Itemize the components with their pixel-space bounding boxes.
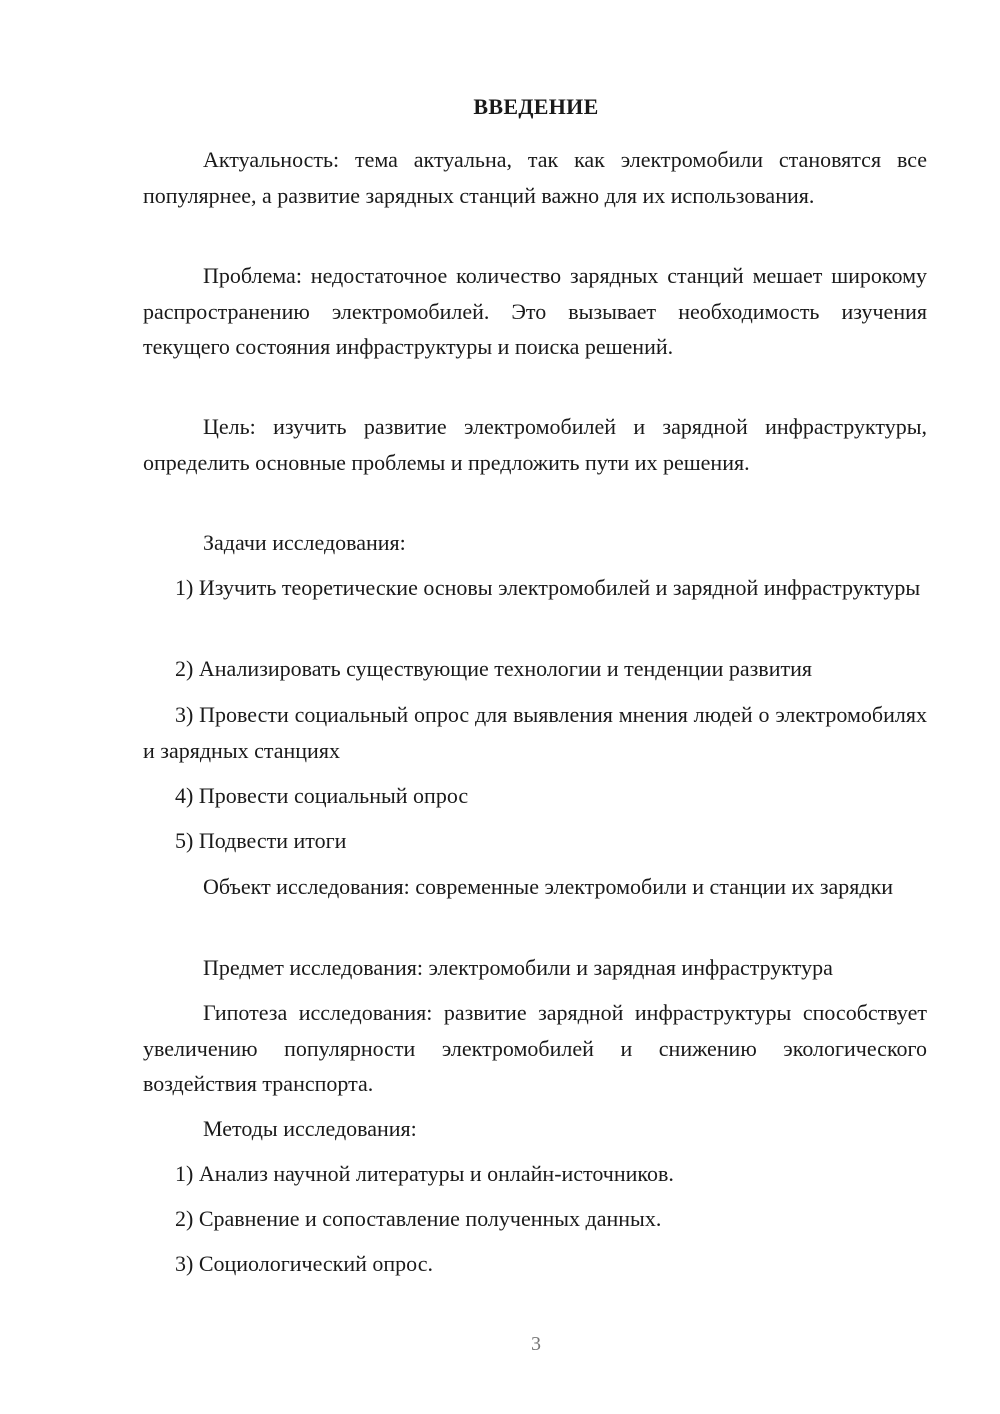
task-item: 4) Провести социальный опрос [175, 783, 469, 808]
task-item: 5) Подвести итоги [175, 828, 347, 853]
method-item: 2) Сравнение и сопоставление полученных данных. [175, 1206, 662, 1231]
problem-paragraph: Проблема: недостаточное количество зарядных станций мешает широкому распространению электромобилей. Это вызывает необходимость изучения текущего состояния инфраструктуры и поиска решений. [143, 263, 927, 359]
goal-paragraph: Цель: изучить развитие электромобилей и зарядной инфраструктуры, определить основные проблемы и предложить пути их решения. [143, 414, 927, 475]
object-paragraph: Объект исследования: современные электромобили и станции их зарядки [203, 874, 894, 899]
relevance-paragraph: Актуальность: тема актуальна, так как электромобили становятся все популярнее, а развитие зарядных станций важно для их использования. [143, 147, 927, 208]
page-title: ВВЕДЕНИЕ [473, 94, 599, 119]
subject-paragraph: Предмет исследования: электромобили и зарядная инфраструктура [203, 955, 833, 980]
tasks-heading: Задачи исследования: [203, 530, 406, 555]
task-item: 3) Провести социальный опрос для выявления мнения людей о электромобилях и зарядных станциях [143, 702, 927, 763]
method-item: 1) Анализ научной литературы и онлайн-источников. [175, 1161, 674, 1186]
methods-heading: Методы исследования: [203, 1116, 417, 1141]
method-item: 3) Социологический опрос. [175, 1251, 433, 1276]
task-item: 2) Анализировать существующие технологии и тенденции развития [175, 656, 812, 681]
task-item: 1) Изучить теоретические основы электромобилей и зарядной инфраструктуры [175, 575, 921, 600]
page-number: 3 [531, 1333, 541, 1355]
hypothesis-paragraph: Гипотеза исследования: развитие зарядной инфраструктуры способствует увеличению популярности электромобилей и снижению экологического воздействия транспорта. [143, 1000, 927, 1096]
